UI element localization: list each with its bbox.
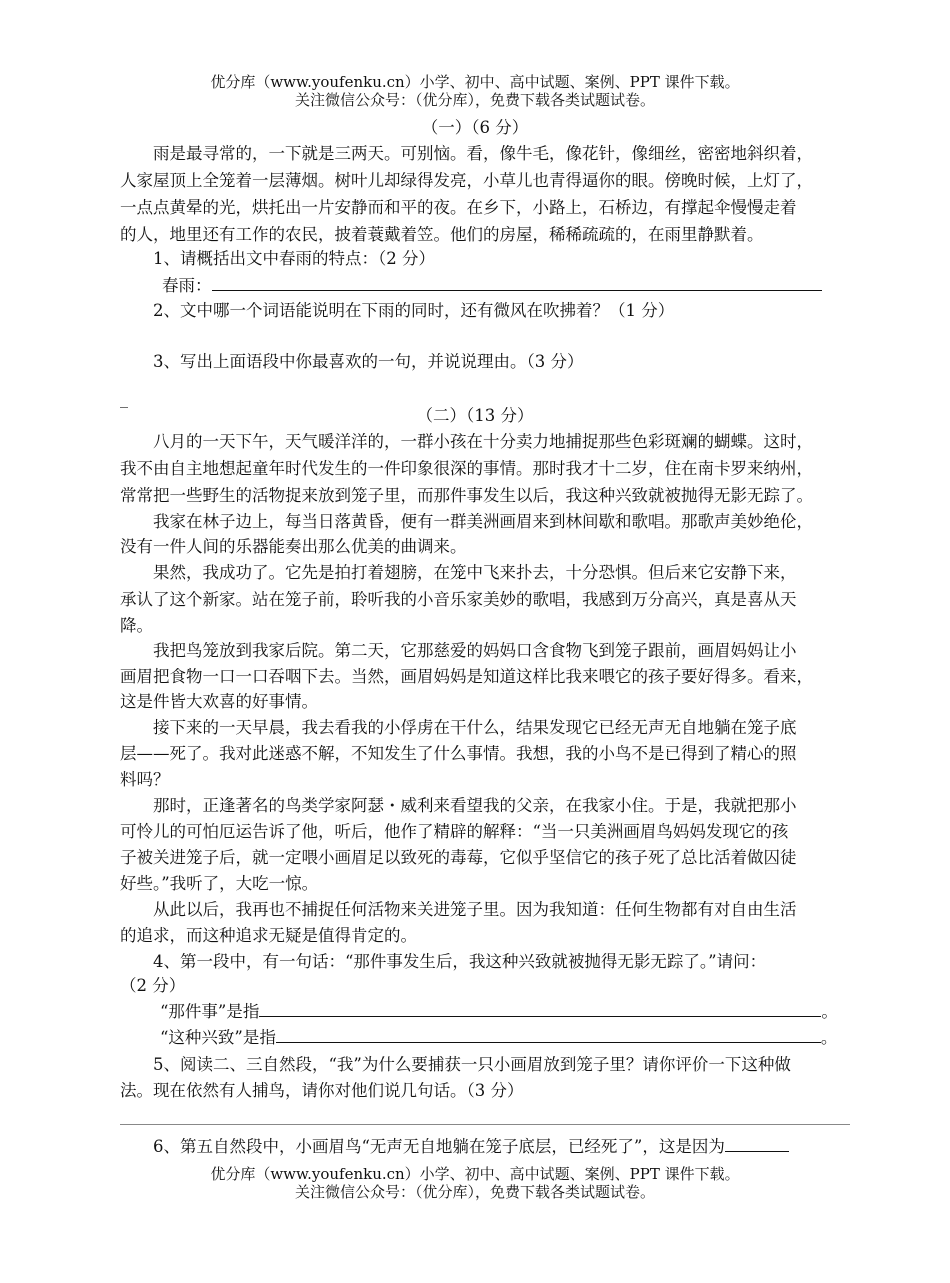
part1-passage-line: 人家屋顶上全笼着一层薄烟。树叶儿却绿得发亮，小草儿也青得逼你的眼。傍晚时候，上灯了，: [120, 171, 813, 190]
answer-blank-q4a[interactable]: [259, 1000, 821, 1017]
part2-passage-line: 这是件皆大欢喜的好事情。: [120, 692, 318, 711]
footer-line-2: 关注微信公众号：（优分库），免费下载各类试题试卷。: [294, 1183, 655, 1201]
part2-passage-line: 那时，正逢著名的鸟类学家阿瑟・威利来看望我的父亲，在我家小住。于是，我就把那小: [153, 796, 797, 815]
question-3: 3、写出上面语段中你最喜欢的一句，并说说理由。（3 分）: [153, 352, 584, 371]
part2-passage-line: 八月的一天下午，天气暖洋洋的，一群小孩在十分卖力地捕捉那些色彩斑斓的蝴蝶。这时，: [153, 432, 813, 451]
part2-passage-line: 可怜儿的可怕厄运告诉了他，听后，他作了精辟的解释：“当一只美洲画眉鸟妈妈发现它的孩: [120, 822, 789, 841]
header-line-2: 关注微信公众号：（优分库），免费下载各类试题试卷。: [294, 91, 655, 109]
question-4-points: （2 分）: [120, 976, 186, 995]
part2-passage-line: 承认了这个新家。站在笼子前，聆听我的小音乐家美妙的歌唱，我感到万分高兴，真是喜从天: [120, 590, 797, 609]
part2-passage-line: 层——死了。我对此迷惑不解，不知发生了什么事情。我想，我的小鸟不是已得到了精心的照: [120, 744, 797, 763]
answer-row-q4a: [160, 998, 850, 1025]
part2-passage-line: 果然，我成功了。它先是拍打着翅膀，在笼中飞来扑去，十分恐惧。但后来它安静下来，: [153, 563, 797, 582]
part2-passage-line: 降。: [120, 616, 153, 635]
question-4: 4、第一段中，有一句话：“那件事发生后，我这种兴致就被抛得无影无踪了。”请问：: [153, 952, 767, 971]
part1-passage-line: 一点点黄晕的光，烘托出一片安静而和平的夜。在乡下，小路上，石桥边，有撑起伞慢慢走着: [120, 198, 797, 217]
part2-passage-line: 的追求，而这种追求无疑是值得肯定的。: [120, 926, 417, 945]
answer-period: 。: [821, 1002, 838, 1021]
part2-passage-line: 没有一件人间的乐器能奏出那么优美的曲调来。: [120, 537, 467, 556]
answer-blank-q6[interactable]: [725, 1135, 789, 1152]
part2-passage-line: 我不由自主地想起童年时代发生的一件印象很深的事情。那时我才十二岁，住在南卡罗来纳州，: [120, 459, 813, 478]
part2-passage-line: 接下来的一天早晨，我去看我的小俘虏在干什么，结果发现它已经无声无自地躺在笼子底: [153, 718, 797, 737]
answer-period: 。: [820, 1028, 838, 1047]
answer-row-q4b: [160, 1024, 850, 1051]
question-6: [120, 1133, 893, 1160]
answer-line-q5[interactable]: [120, 1124, 850, 1125]
part1-passage-line: 的人，地里还有工作的农民，披着蓑戴着笠。他们的房屋，稀稀疏疏的，在雨里静默着。: [120, 225, 764, 244]
part2-passage-line: 从此以后，我再也不捕捉任何活物来关进笼子里。因为我知道：任何生物都有对自由生活: [153, 900, 797, 919]
answer-label-q4a: “那件事”是指: [160, 1002, 260, 1021]
answer-row-q1: [162, 272, 842, 299]
question-5-line-1: 5、阅读二、三自然段，“我”为什么要捕获一只小画眉放到笼子里？请你评价一下这种做: [153, 1055, 791, 1074]
answer-blank-q1[interactable]: [212, 274, 822, 291]
question-5-line-2: 法。现在依然有人捕鸟，请你对他们说几句话。（3 分）: [120, 1081, 524, 1100]
answer-blank-q3[interactable]: _: [120, 389, 128, 408]
part2-passage-line: 我把鸟笼放到我家后院。第二天，它那慈爱的妈妈口含食物飞到笼子跟前，画眉妈妈让小: [153, 641, 797, 660]
part2-passage-line: 画眉把食物一口一口吞咽下去。当然，画眉妈妈是知道这样比我来喂它的孩子要好得多。看来，: [120, 667, 813, 686]
question-6-text: 6、第五自然段中，小画眉鸟“无声无自地躺在笼子底层，已经死了”，这是因为: [153, 1137, 725, 1156]
part2-title: （二）（13 分）: [416, 406, 534, 425]
part1-title: （一）（6 分）: [421, 118, 529, 137]
part1-passage-line: 雨是最寻常的，一下就是三两天。可别恼。看，像牛毛，像花针，像细丝，密密地斜织着，: [153, 144, 813, 163]
answer-label-q4b: “这种兴致”是指: [160, 1028, 276, 1047]
part2-passage-line: 好些。”我听了，大吃一惊。: [120, 874, 319, 893]
part2-passage-line: 我家在林子边上，每当日落黄昏，便有一群美洲画眉来到林间歇和歌唱。那歌声美妙绝伦，: [153, 512, 813, 531]
part2-passage-line: 常常把一些野生的活物捉来放到笼子里，而那件事发生以后，我这种兴致就被抛得无影无踪了。: [120, 486, 813, 505]
part2-passage-line: 料吗？: [120, 770, 170, 789]
part2-passage-line: 子被关进笼子后，就一定喂小画眉足以致死的毒莓，它似乎坚信它的孩子死了总比活着做囚徒: [120, 848, 797, 867]
question-1: 1、请概括出文中春雨的特点：（2 分）: [153, 249, 435, 268]
answer-blank-q4b[interactable]: [276, 1026, 821, 1043]
question-2: 2、文中哪一个词语能说明在下雨的同时，还有微风在吹拂着？（1 分）: [153, 301, 675, 320]
answer-label-spring-rain: 春雨：: [162, 276, 212, 295]
footer-line-1: 优分库（www.youfenku.cn）小学、初中、高中试题、案例、PPT 课件下载。: [210, 1165, 740, 1183]
header-line-1: 优分库（www.youfenku.cn）小学、初中、高中试题、案例、PPT 课件下载。: [210, 73, 740, 91]
